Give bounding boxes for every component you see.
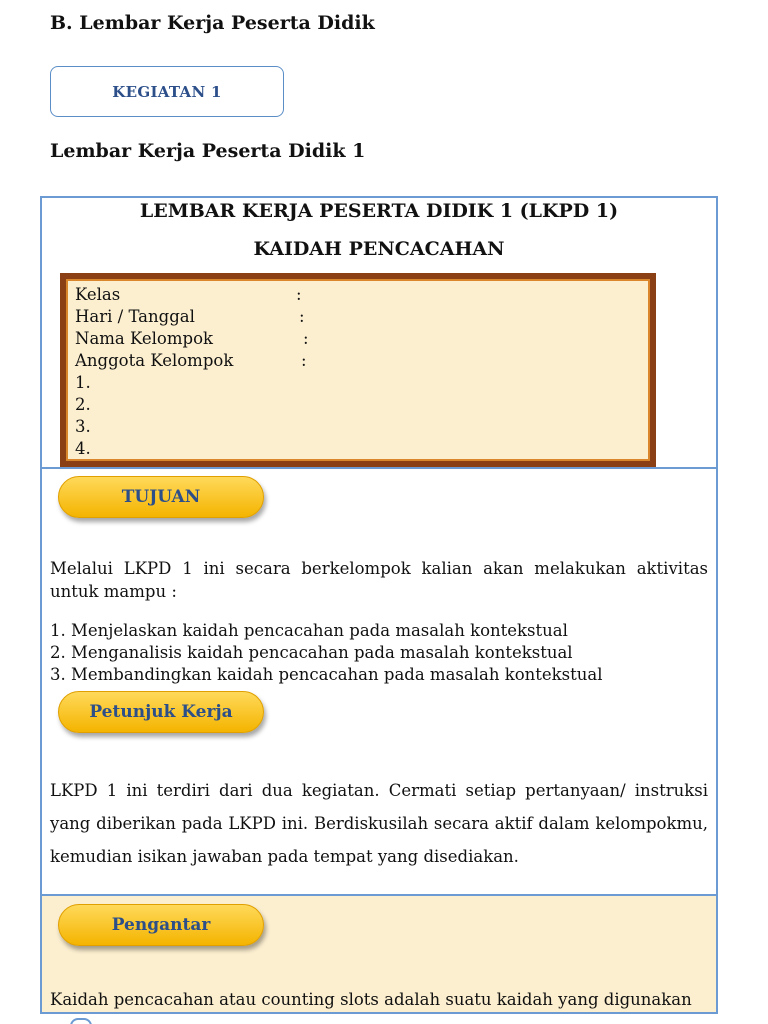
petunjuk-text: LKPD 1 ini terdiri dari dua kegiatan. Cermati setiap pertanyaan/ instruksi yang diberikan pada LKPD ini. Berdiskusilah secara aktif dalam kelompokmu, kemudian isikan jawaban pada tempat yang disediakan. xyxy=(50,781,708,866)
list-item: 1. Menjelaskan kaidah pencacahan pada masalah kontekstual xyxy=(50,621,568,640)
petunjuk-label: Petunjuk Kerja xyxy=(89,702,233,722)
member-number: 3. xyxy=(75,417,91,436)
field-anggota-kelompok-colon: : xyxy=(301,351,307,370)
tujuan-intro: Melalui LKPD 1 ini secara berkelompok kalian akan melakukan aktivitas untuk mampu : xyxy=(50,559,708,601)
pengantar-label: Pengantar xyxy=(111,915,211,935)
field-nama-kelompok-label: Nama Kelompok xyxy=(75,329,214,348)
member-number: 4. xyxy=(75,439,91,458)
worksheet-subtitle: KAIDAH PENCACAHAN xyxy=(253,238,505,260)
kegiatan-label: KEGIATAN 1 xyxy=(112,82,222,101)
worksheet-title: LEMBAR KERJA PESERTA DIDIK 1 (LKPD 1) xyxy=(139,200,619,222)
tujuan-label: TUJUAN xyxy=(121,487,201,507)
field-nama-kelompok-colon: : xyxy=(303,329,309,348)
field-kelas-label: Kelas xyxy=(75,285,121,304)
list-item: 3. Membandingkan kaidah pencacahan pada masalah kontekstual xyxy=(50,665,603,684)
member-number: 1. xyxy=(75,373,91,392)
identity-box xyxy=(60,273,656,467)
field-hari-tanggal-label: Hari / Tanggal xyxy=(75,307,195,326)
list-item: 2. Menganalisis kaidah pencacahan pada masalah kontekstual xyxy=(50,643,573,662)
section-heading: B. Lembar Kerja Peserta Didik xyxy=(50,12,375,34)
divider-identity xyxy=(40,467,718,469)
tujuan-list xyxy=(50,620,603,686)
field-hari-tanggal-colon: : xyxy=(299,307,305,326)
pengantar-banner xyxy=(58,904,264,946)
tujuan-banner xyxy=(58,476,264,518)
subheading: Lembar Kerja Peserta Didik 1 xyxy=(50,140,366,162)
kegiatan-box xyxy=(50,66,284,117)
page-edge-mark xyxy=(70,1018,92,1024)
member-number: 2. xyxy=(75,395,91,414)
field-kelas-colon: : xyxy=(296,285,302,304)
pengantar-text: Kaidah pencacahan atau counting slots adalah suatu kaidah yang digunakan xyxy=(50,990,692,1009)
petunjuk-banner xyxy=(58,691,264,733)
field-anggota-kelompok-label: Anggota Kelompok xyxy=(75,351,234,370)
